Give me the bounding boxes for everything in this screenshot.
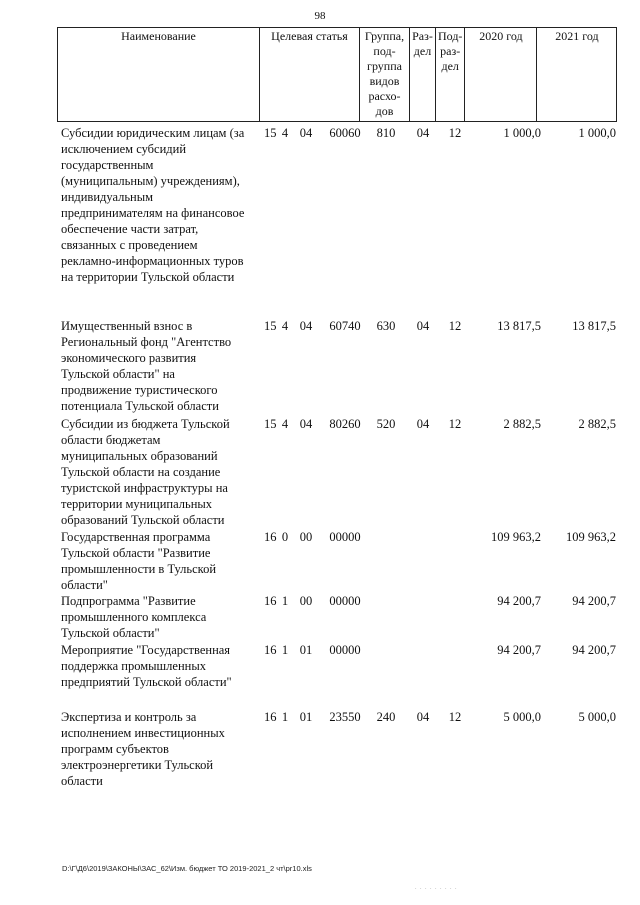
amount-2021: 94 200,7 [572,643,616,657]
expense-group: 810 [376,126,396,140]
target-article-program: 16 [264,643,277,657]
target-article-event: 04 [299,417,313,431]
target-article-subprogram: 1 [281,594,289,608]
target-article-event: 04 [299,319,313,333]
target-article-program: 15 [264,417,277,431]
target-article-direction: 00000 [329,530,361,544]
column-header-subsection: Под- раз- дел [436,28,465,122]
amount-2021: 94 200,7 [572,594,616,608]
file-path-footer: D:\Г\Д6\2019\ЗАКОНЫ\ЗАС_62\Изм. бюджет ТО 2019-2021_2 чт\pr10.xls [62,864,312,873]
target-article-direction: 23550 [329,710,361,724]
subsection-code: 12 [448,319,462,333]
amount-2021: 13 817,5 [572,319,616,333]
section-code: 04 [416,710,430,724]
target-article-subprogram: 0 [281,530,289,544]
amount-2021: 109 963,2 [566,530,616,544]
target-article-event: 00 [299,530,313,544]
expense-group: 630 [376,319,396,333]
subsection-code: 12 [448,417,462,431]
column-header-target-article: Целевая статья [260,28,360,122]
scan-artifact: . . . . . . . . . [415,885,458,891]
row-name: Подпрограмма "Развитие промышленного комплекса Тульской области" [61,594,207,640]
target-article-program: 15 [264,319,277,333]
column-header-name: Наименование [58,28,260,122]
row-name: Имущественный взнос в Региональный фонд "Агентство экономического развития Тульской области" на продвижение туристического потенциала Тульской области [61,319,232,413]
column-header-2021: 2021 год [537,28,617,122]
section-code: 04 [416,319,430,333]
target-article-program: 16 [264,594,277,608]
target-article-subprogram: 4 [281,126,289,140]
expense-group: 520 [376,417,396,431]
subsection-code: 12 [448,710,462,724]
target-article-program: 16 [264,710,277,724]
row-name: Экспертиза и контроль за исполнением инвестиционных программ субъектов электроэнергетики Тульской области [61,710,225,788]
column-header-section: Раз- дел [410,28,436,122]
subsection-code: 12 [448,126,462,140]
target-article-subprogram: 4 [281,319,289,333]
target-article-direction: 60740 [329,319,361,333]
amount-2021: 5 000,0 [578,710,616,724]
amount-2020: 13 817,5 [497,319,541,333]
target-article-direction: 00000 [329,594,361,608]
amount-2020: 5 000,0 [503,710,541,724]
target-article-event: 01 [299,643,313,657]
target-article-program: 16 [264,530,277,544]
target-article-program: 15 [264,126,277,140]
amount-2020: 94 200,7 [497,643,541,657]
amount-2021: 1 000,0 [578,126,616,140]
page-number: 98 [314,10,326,22]
row-name: Субсидии из бюджета Тульской области бюджетам муниципальных образований Тульской области на создание туристской инфраструктуры на территории муниципальных образований Тульской области [61,417,230,527]
row-name: Мероприятие "Государственная поддержка промышленных предприятий Тульской области" [61,643,232,689]
target-article-direction: 00000 [329,643,361,657]
target-article-event: 01 [299,710,313,724]
column-header-group: Группа, под- группа видов расхо- дов [360,28,410,122]
amount-2020: 109 963,2 [491,530,541,544]
section-code: 04 [416,126,430,140]
target-article-direction: 60060 [329,126,361,140]
amount-2020: 94 200,7 [497,594,541,608]
column-header-2020: 2020 год [465,28,537,122]
section-code: 04 [416,417,430,431]
row-name: Государственная программа Тульской области "Развитие промышленности в Тульской области" [61,530,217,592]
amount-2020: 2 882,5 [503,417,541,431]
row-name: Субсидии юридическим лицам (за исключением субсидий государственным (муниципальным) учреждениям), индивидуальным предпринимателям на финансовое обеспечение части затрат, связанных с проведением рекламно-информационных туров на территории Тульской области [61,126,245,284]
target-article-subprogram: 1 [281,710,289,724]
table-header [57,27,617,122]
expense-group: 240 [376,710,396,724]
target-article-direction: 80260 [329,417,361,431]
target-article-event: 00 [299,594,313,608]
target-article-subprogram: 1 [281,643,289,657]
amount-2021: 2 882,5 [578,417,616,431]
amount-2020: 1 000,0 [503,126,541,140]
target-article-subprogram: 4 [281,417,289,431]
target-article-event: 04 [299,126,313,140]
